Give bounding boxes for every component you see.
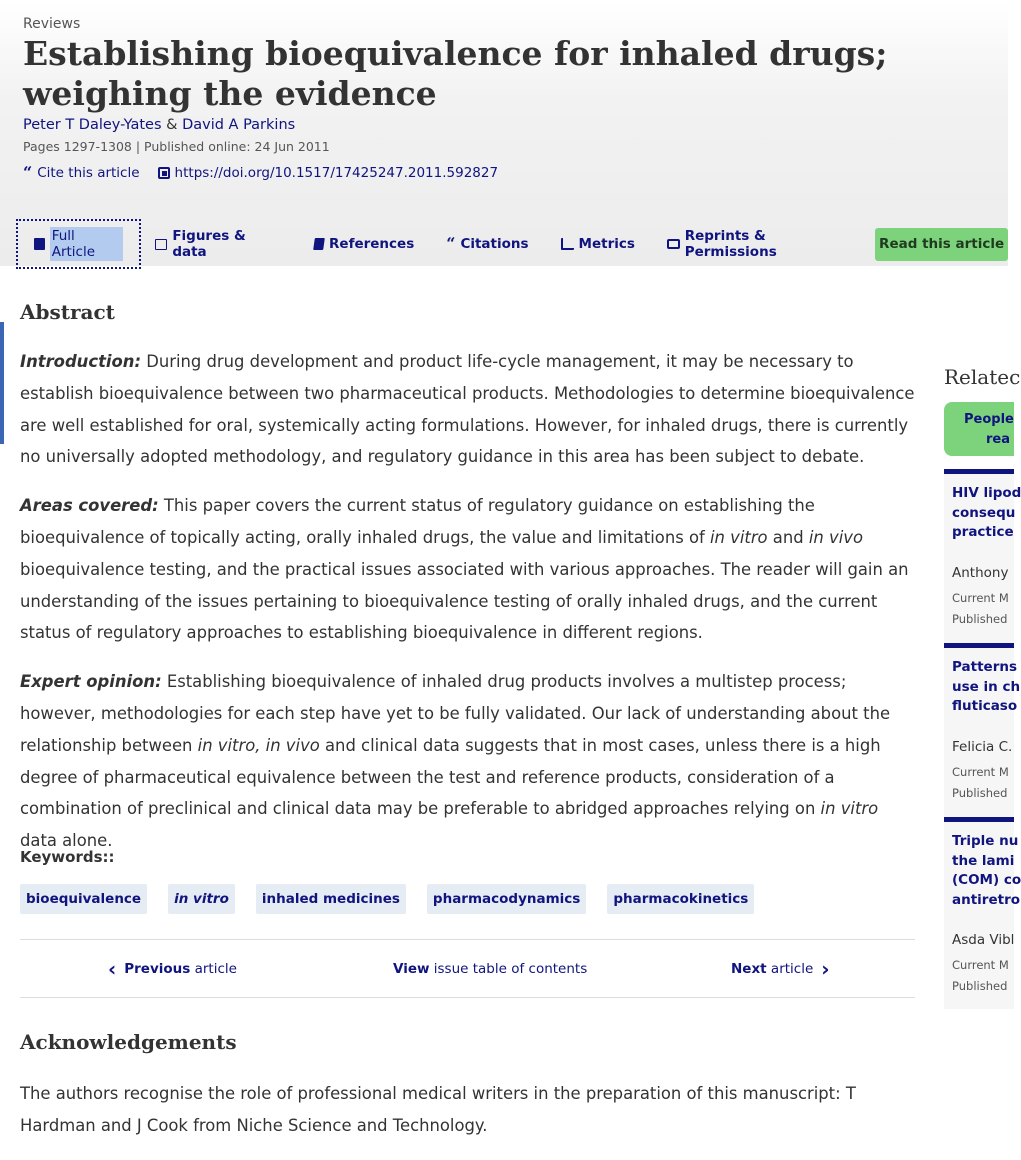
nav-text: article — [190, 960, 237, 977]
acknowledgements-heading: Acknowledgements — [20, 1030, 237, 1054]
image-icon — [155, 239, 168, 250]
tab-line: rea — [986, 432, 1011, 447]
cite-article-link[interactable] — [23, 165, 140, 181]
related-heading: Relatec — [944, 365, 1021, 389]
nav-bold: Previous — [124, 960, 191, 977]
paragraph-label: Expert opinion: — [20, 672, 162, 692]
doi-text: https://doi.org/10.1517/17425247.2011.592827 — [174, 165, 499, 181]
print-icon — [667, 239, 680, 249]
paragraph-text: and clinical data suggests that in most cases, unless there is a high degree of pharmaceutical equivalence between the test and reference products, consideration of a combination of preclinical and clinical data may be preferable to abridged approaches relying on — [20, 735, 881, 819]
paragraph-label: Introduction: — [20, 352, 142, 371]
section-indicator — [0, 322, 4, 444]
tab-label: References — [329, 236, 415, 252]
related-article-author: Asda Vibl — [952, 932, 1015, 948]
tab-full-article[interactable] — [16, 219, 141, 269]
people-also-read-tab[interactable] — [944, 402, 1014, 456]
tab-line: People — [964, 412, 1014, 427]
related-article-meta: Current M Published — [952, 764, 1009, 800]
author-link[interactable]: David A Parkins — [182, 117, 296, 133]
article-meta: Pages 1297-1308 | Published online: 24 Jun 2011 — [23, 139, 330, 154]
nav-bold: Next — [731, 960, 767, 977]
abstract-body — [20, 346, 920, 874]
keyword-tag[interactable]: inhaled medicines — [256, 884, 406, 914]
keyword-tag[interactable]: bioequivalence — [20, 884, 147, 914]
article-navigation — [20, 939, 915, 998]
related-article-author: Felicia C. — [952, 738, 1013, 755]
related-article-card[interactable] — [944, 817, 1021, 1009]
quote-icon: “ — [23, 163, 33, 182]
tab-figures-data[interactable] — [155, 227, 282, 261]
paragraph-text: Establishing bioequivalence of inhaled drug products involves a multistep process; however, methodologies for each step have yet to be fully validated. Our lack of understanding about the relationship between — [20, 672, 891, 755]
abstract-heading: Abstract — [20, 300, 115, 324]
quote-icon: “ — [446, 234, 456, 253]
abstract-paragraph — [20, 346, 920, 473]
italic-term: in vitro — [820, 799, 879, 819]
paragraph-text: This paper covers the current status of regulatory guidance on establishing the bioequivalence of topically acting, orally inhaled drugs, the value and limitations of — [20, 496, 815, 547]
related-article-title[interactable]: Triple nu the lami (COM) co antiretro — [952, 833, 1021, 908]
tab-label: Figures & data — [172, 228, 246, 260]
paragraph-text: bioequivalence testing, and the practical issues associated with various approaches. The reader will gain an understanding of the issues pertaining to bioequivalence testing of orally inhaled drugs, and the current status of regulatory approaches to establishing bioequivalence in different regions. — [20, 559, 909, 643]
author-separator: & — [166, 117, 178, 133]
tab-citations[interactable] — [446, 227, 528, 261]
paragraph-label: Areas covered: — [20, 496, 159, 516]
related-article-author: Anthony — [952, 564, 1009, 581]
related-article-card[interactable] — [944, 643, 1021, 818]
keyword-list — [20, 884, 754, 914]
italic-term: in vitro — [709, 527, 768, 547]
related-article-title[interactable]: Patterns use in ch fluticaso — [952, 659, 1021, 714]
article-tabs — [16, 219, 1008, 269]
article-title: Establishing bioequivalence for inhaled drugs; weighing the evidence — [23, 34, 888, 113]
nav-bold: View — [393, 960, 430, 977]
acknowledgements-text: The authors recognise the role of professional medical writers in the preparation of this manuscript: T Hardman and J Cook from Niche Science and Technology. — [20, 1084, 856, 1135]
tab-reprints-permissions[interactable] — [667, 227, 858, 261]
read-article-button[interactable]: Read this article — [875, 228, 1008, 261]
author-list — [23, 117, 295, 133]
previous-article-link[interactable] — [108, 956, 237, 981]
cite-row — [23, 165, 498, 181]
chevron-left-icon: ‹ — [108, 956, 117, 981]
issue-toc-link[interactable] — [393, 961, 587, 977]
author-link[interactable]: Peter T Daley-Yates — [23, 117, 162, 133]
bar-chart-icon — [561, 238, 574, 250]
tab-label: Citations — [460, 236, 529, 252]
paragraph-text: and — [767, 527, 809, 547]
keyword-tag[interactable]: pharmacodynamics — [427, 884, 586, 914]
nav-text: issue table of contents — [429, 960, 588, 977]
keywords-label: Keywords:: — [20, 848, 115, 866]
keyword-tag[interactable]: in vitro — [168, 884, 235, 914]
paragraph-text: data alone. — [20, 831, 113, 851]
related-article-meta: Current M Published — [952, 590, 1009, 626]
abstract-paragraph — [20, 666, 920, 857]
chevron-right-icon: › — [821, 956, 830, 981]
doi-link[interactable] — [158, 165, 499, 181]
related-article-meta: Current M Published — [952, 958, 1009, 993]
next-article-link[interactable] — [731, 956, 830, 981]
document-icon — [34, 238, 45, 250]
related-article-card[interactable] — [944, 469, 1021, 644]
tab-label: Metrics — [578, 236, 635, 252]
italic-term: in vivo — [808, 527, 863, 547]
keyword-tag[interactable]: pharmacokinetics — [607, 884, 754, 914]
abstract-paragraph — [20, 490, 920, 649]
tab-label: Reprints & Permissions — [684, 228, 777, 260]
tab-label: Full Article — [50, 227, 123, 261]
cite-label: Cite this article — [37, 165, 140, 181]
tab-metrics[interactable] — [561, 227, 635, 261]
italic-term: in vitro, in vivo — [197, 735, 320, 755]
book-icon — [313, 238, 325, 250]
paragraph-text: During drug development and product life-cycle management, it may be necessary to establish bioequivalence between two pharmaceutical products. Methodologies to determine bioequivalence are well established for oral, systemically acting formulations. However, for inhaled drugs, there is currently no universally adopted methodology, and regulatory guidance in this area has been subject to debate. — [20, 352, 915, 467]
nav-text: article — [766, 960, 814, 977]
external-link-icon — [158, 167, 170, 179]
section-label: Reviews — [23, 16, 81, 32]
tab-references[interactable] — [314, 227, 414, 261]
related-article-title[interactable]: HIV lipod consequ practice — [952, 485, 1021, 540]
